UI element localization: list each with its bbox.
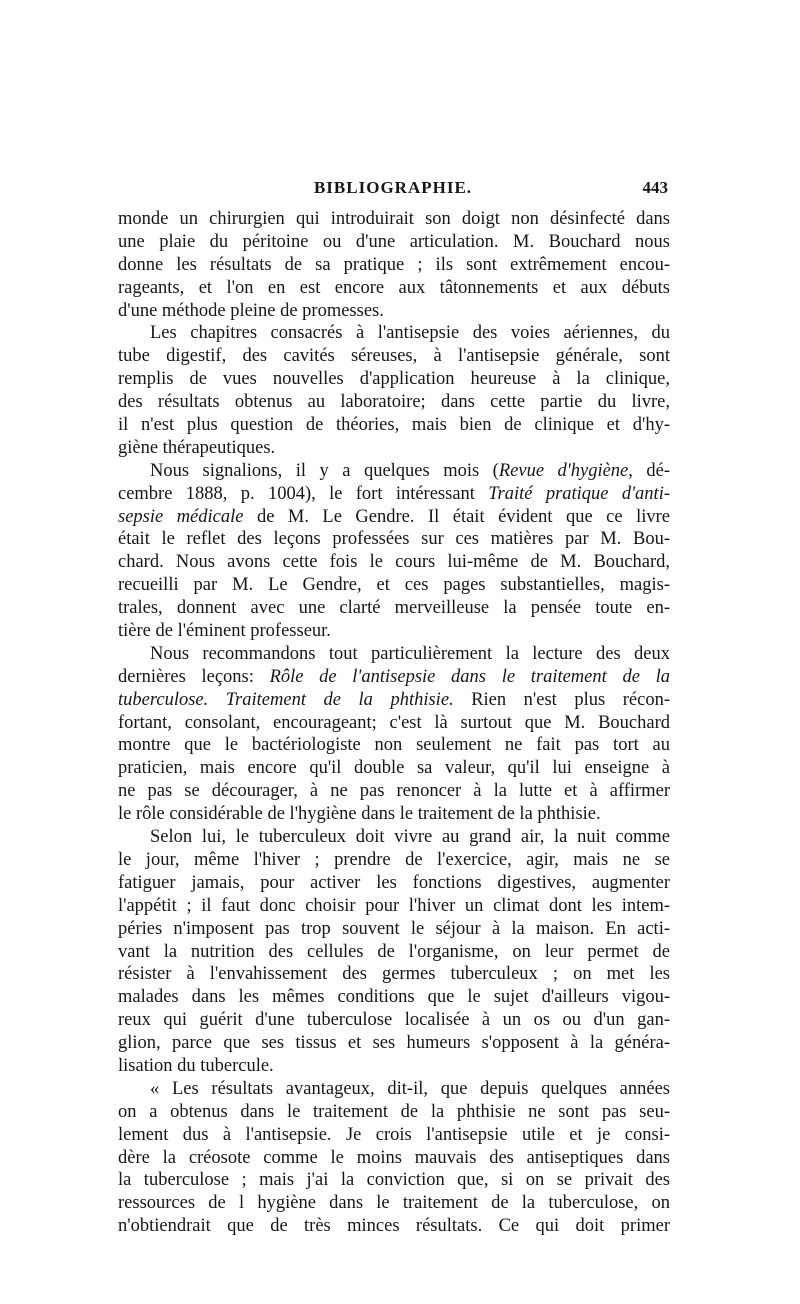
text-line	[118, 826, 670, 849]
text-line	[118, 574, 670, 597]
text-segment: Nous signalions, il y a quelques mois (	[150, 460, 499, 481]
text-segment: péries n'imposent pas trop souvent le séjour à la maison. En acti-	[118, 918, 670, 939]
text-segment: était le reflet des leçons professées sur ces matières par M. Bou-	[118, 529, 670, 550]
text-segment: donne les résultats de sa pratique ; ils sont extrêmement encou-	[118, 254, 670, 275]
text-segment: lement dus à l'antisepsie. Je crois l'antisepsie utile et je consi-	[118, 1124, 670, 1145]
text-line	[118, 460, 670, 483]
text-segment: la tuberculose ; mais j'ai la conviction que, si on se privait des	[118, 1170, 670, 1191]
text-segment: vant la nutrition des cellules de l'organisme, on leur permet de	[118, 941, 670, 962]
text-line	[118, 918, 670, 941]
text-line	[118, 506, 670, 529]
text-segment: Les chapitres consacrés à l'antisepsie des voies aériennes, du	[150, 323, 670, 344]
text-segment: praticien, mais encore qu'il double sa valeur, qu'il lui enseigne à	[118, 758, 670, 779]
text-segment: une plaie du péritoine ou d'une articulation. M. Bouchard nous	[118, 231, 670, 252]
text-line	[118, 666, 670, 689]
text-line	[118, 231, 670, 254]
text-segment: de M. Le Gendre. Il était évident que ce livre	[243, 506, 670, 527]
text-segment: Rien n'est plus récon-	[453, 689, 670, 710]
text-segment: résister à l'envahissement des germes tuberculeux ; on met les	[118, 964, 670, 985]
text-line	[118, 734, 670, 757]
italic-title: Rôle de l'antisepsie dans le traitement de la	[269, 666, 670, 687]
text-line	[118, 849, 670, 872]
text-segment: dère la créosote comme le moins mauvais des antiseptiques dans	[118, 1147, 670, 1168]
text-segment: montre que le bactériologiste non seulement ne fait pas tort au	[118, 735, 670, 756]
text-line	[118, 597, 670, 620]
text-line	[118, 803, 670, 826]
page-number: 443	[642, 178, 668, 197]
running-head	[118, 178, 668, 208]
body-text	[118, 208, 670, 1238]
text-segment: tière de l'éminent professeur.	[118, 621, 331, 642]
text-line	[118, 1078, 670, 1101]
text-line	[118, 643, 670, 666]
text-segment: lisation du tubercule.	[118, 1055, 274, 1076]
text-line	[118, 872, 670, 895]
text-segment: rageants, et l'on en est encore aux tâtonnements et aux débuts	[118, 277, 670, 298]
text-line	[118, 345, 670, 368]
text-segment: il n'est plus question de théories, mais bien de clinique et d'hy-	[118, 415, 670, 436]
text-segment: l'appétit ; il faut donc choisir pour l'hiver un climat dont les intem-	[118, 895, 670, 916]
text-line	[118, 254, 670, 277]
running-title: BIBLIOGRAPHIE.	[313, 178, 473, 197]
text-line	[118, 1169, 670, 1192]
text-line	[118, 757, 670, 780]
text-line	[118, 414, 670, 437]
text-segment: ne pas se décourager, à ne pas renoncer à la lutte et à affirmer	[118, 781, 670, 802]
text-line	[118, 483, 670, 506]
text-segment: on a obtenus dans le traitement de la phthisie ne sont pas seu-	[118, 1101, 670, 1122]
text-line	[118, 391, 670, 414]
text-line	[118, 986, 670, 1009]
text-line	[118, 620, 670, 643]
text-line	[118, 689, 670, 712]
text-segment: recueilli par M. Le Gendre, et ces pages substantielles, magis-	[118, 575, 670, 596]
text-line	[118, 322, 670, 345]
text-segment: giène thérapeutiques.	[118, 437, 276, 458]
text-line	[118, 368, 670, 391]
text-segment: remplis de vues nouvelles d'application heureuse à la clinique,	[118, 369, 670, 390]
text-line	[118, 208, 670, 231]
text-line	[118, 1147, 670, 1170]
text-line	[118, 1101, 670, 1124]
italic-title: Traité pratique d'anti-	[488, 483, 670, 504]
text-segment: Nous recommandons tout particulièrement la lecture des deux	[150, 643, 670, 664]
text-line	[118, 1032, 670, 1055]
text-segment: ressources de l hygiène dans le traitement de la tuberculose, on	[118, 1193, 670, 1214]
italic-title: Revue d'hygiène	[498, 460, 629, 481]
text-segment: glion, parce que ses tissus et ses humeurs s'opposent à la généra-	[118, 1033, 670, 1054]
text-segment: n'obtiendrait que de très minces résultats. Ce qui doit primer	[118, 1216, 670, 1237]
text-line	[118, 1124, 670, 1147]
text-segment: malades dans les mêmes conditions que le sujet d'ailleurs vigou-	[118, 987, 670, 1008]
text-line	[118, 963, 670, 986]
text-line	[118, 437, 670, 460]
text-line	[118, 780, 670, 803]
text-line	[118, 941, 670, 964]
text-line	[118, 551, 670, 574]
text-segment: fortant, consolant, encourageant; c'est là surtout que M. Bouchard	[118, 712, 670, 733]
text-segment: dernières leçons:	[118, 666, 270, 687]
text-segment: d'une méthode pleine de promesses.	[118, 300, 384, 321]
text-line	[118, 277, 670, 300]
text-segment: cembre 1888, p. 1004), le fort intéressant	[118, 483, 489, 504]
text-line	[118, 1192, 670, 1215]
text-segment: monde un chirurgien qui introduirait son doigt non désinfecté dans	[118, 209, 670, 229]
text-line	[118, 1215, 670, 1238]
text-line	[118, 895, 670, 918]
text-segment: des résultats obtenus au laboratoire; dans cette partie du livre,	[118, 392, 670, 413]
text-segment: reux qui guérit d'une tuberculose localisée à un os ou d'un gan-	[118, 1010, 670, 1031]
italic-title: tuberculose. Traitement de la phthisie.	[118, 689, 454, 710]
text-segment: « Les résultats avantageux, dit-il, que depuis quelques années	[150, 1078, 670, 1099]
text-segment: le jour, même l'hiver ; prendre de l'exercice, agir, mais ne se	[118, 849, 670, 870]
text-segment: tube digestif, des cavités séreuses, à l'antisepsie générale, sont	[118, 346, 670, 367]
text-line	[118, 528, 670, 551]
text-segment: fatiguer jamais, pour activer les fonctions digestives, augmenter	[118, 872, 670, 893]
text-line	[118, 712, 670, 735]
text-segment: Selon lui, le tuberculeux doit vivre au grand air, la nuit comme	[150, 827, 670, 848]
text-line	[118, 1055, 670, 1078]
text-segment: chard. Nous avons cette fois le cours lui-même de M. Bouchard,	[118, 552, 670, 573]
text-segment: , dé-	[628, 460, 671, 481]
text-line	[118, 1009, 670, 1032]
italic-title: sepsie médicale	[118, 506, 244, 527]
text-segment: trales, donnent avec une clarté merveilleuse la pensée toute en-	[118, 598, 670, 619]
text-line	[118, 300, 670, 323]
text-segment: le rôle considérable de l'hygiène dans le traitement de la phthisie.	[118, 804, 601, 825]
